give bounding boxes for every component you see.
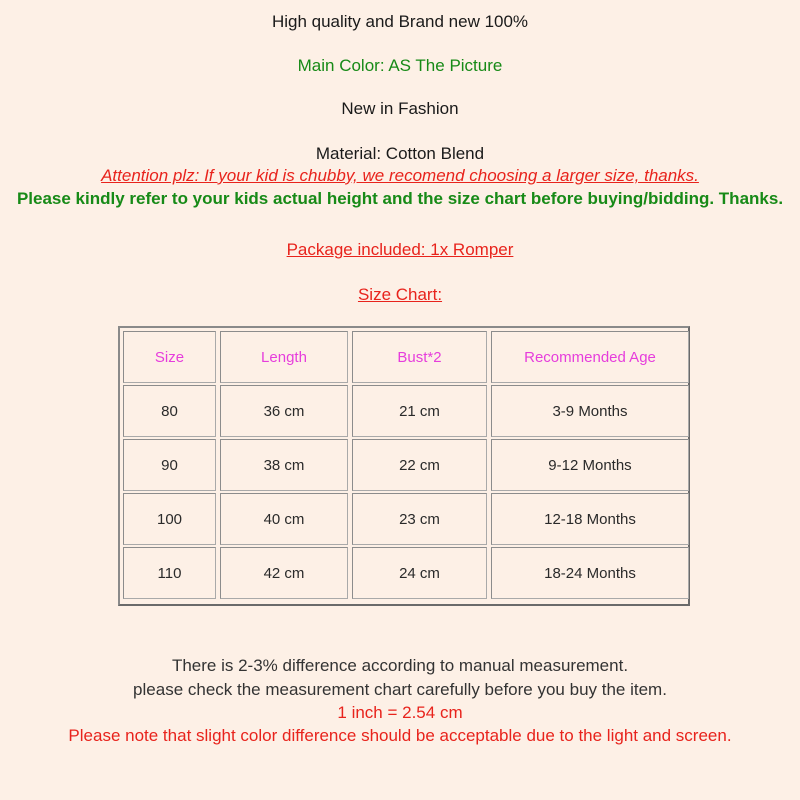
inch-conversion-note: 1 inch = 2.54 cm (337, 703, 463, 722)
table-header-size: Size (123, 331, 216, 383)
table-cell: 21 cm (352, 385, 487, 437)
table-cell: 12-18 Months (491, 493, 689, 545)
table-cell: 24 cm (352, 547, 487, 599)
material-note: Material: Cotton Blend (315, 144, 485, 163)
color-difference-note: Please note that slight color difference should be acceptable due to the light and screen. (68, 726, 732, 745)
table-cell: 42 cm (220, 547, 348, 599)
size-chart-table (118, 326, 690, 606)
table-header-age: Recommended Age (491, 331, 689, 383)
refer-note: Please kindly refer to your kids actual height and the size chart before buying/bidding. Thanks. (16, 189, 784, 208)
table-cell: 100 (123, 493, 216, 545)
package-note: Package included: 1x Romper (286, 240, 514, 259)
size-chart-label: Size Chart: (357, 285, 443, 304)
difference-note: There is 2-3% difference according to manual measurement. (171, 656, 629, 675)
check-note: please check the measurement chart carefully before you buy the item. (133, 680, 667, 699)
quality-note: High quality and Brand new 100% (271, 12, 529, 31)
table-cell: 3-9 Months (491, 385, 689, 437)
attention-note: Attention plz: If your kid is chubby, we recomend choosing a larger size, thanks. (101, 166, 699, 185)
table-cell: 110 (123, 547, 216, 599)
table-cell: 23 cm (352, 493, 487, 545)
fashion-note: New in Fashion (341, 99, 459, 118)
table-cell: 22 cm (352, 439, 487, 491)
table-cell: 90 (123, 439, 216, 491)
table-cell: 40 cm (220, 493, 348, 545)
table-cell: 36 cm (220, 385, 348, 437)
table-header-length: Length (220, 331, 348, 383)
main-color-note: Main Color: AS The Picture (297, 56, 503, 75)
table-cell: 80 (123, 385, 216, 437)
table-cell: 38 cm (220, 439, 348, 491)
table-cell: 9-12 Months (491, 439, 689, 491)
table-header-bust: Bust*2 (352, 331, 487, 383)
table-cell: 18-24 Months (491, 547, 689, 599)
